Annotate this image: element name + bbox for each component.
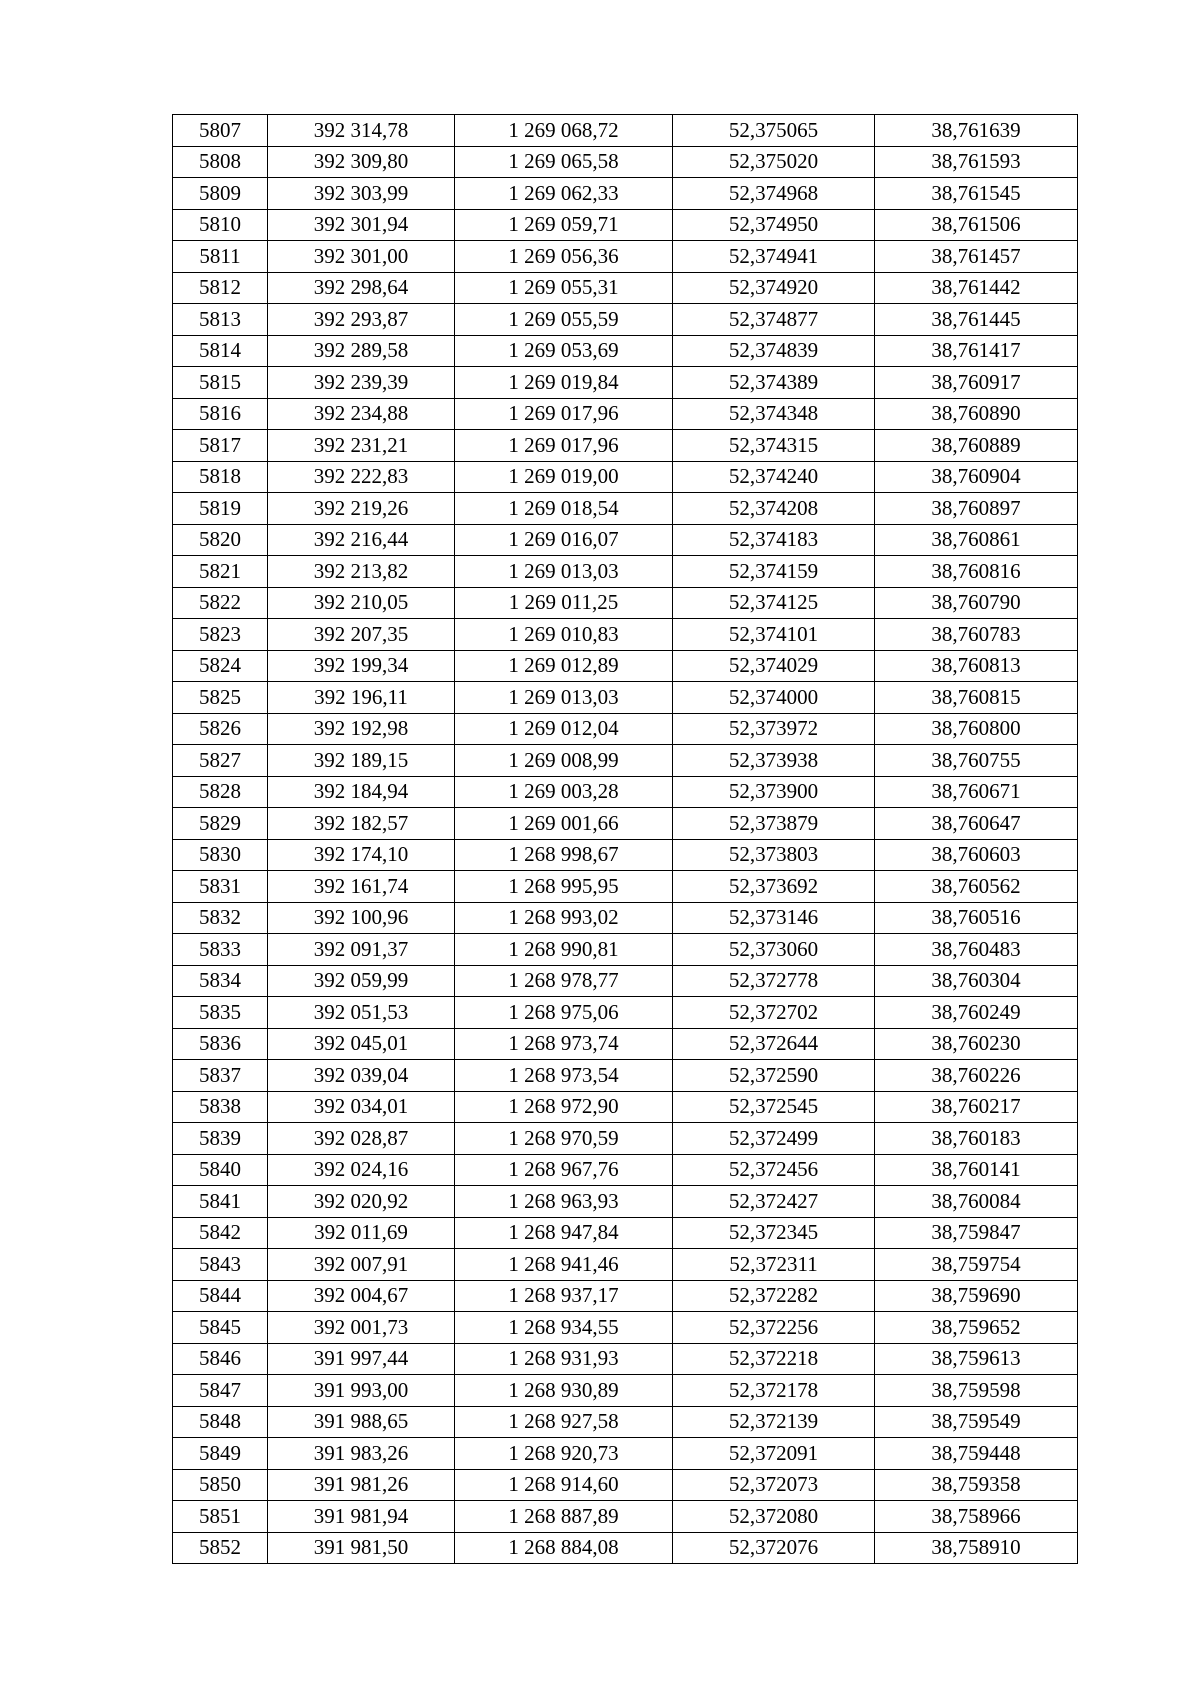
table-row (173, 839, 1078, 871)
latitude-cell: 52,374208 (673, 493, 875, 525)
x-coordinate-cell: 392 051,53 (268, 997, 455, 1029)
y-coordinate-cell: 1 268 995,95 (455, 871, 673, 903)
latitude-cell: 52,373146 (673, 902, 875, 934)
y-coordinate-cell: 1 269 001,66 (455, 808, 673, 840)
longitude-cell: 38,760917 (875, 367, 1078, 399)
y-coordinate-cell: 1 268 975,06 (455, 997, 673, 1029)
longitude-cell: 38,760897 (875, 493, 1078, 525)
y-coordinate-cell: 1 269 011,25 (455, 587, 673, 619)
table-row (173, 1532, 1078, 1564)
latitude-cell: 52,372080 (673, 1501, 875, 1533)
table-row (173, 178, 1078, 210)
table-row (173, 1249, 1078, 1281)
latitude-cell: 52,374315 (673, 430, 875, 462)
latitude-cell: 52,373060 (673, 934, 875, 966)
x-coordinate-cell: 392 059,99 (268, 965, 455, 997)
longitude-cell: 38,760304 (875, 965, 1078, 997)
y-coordinate-cell: 1 268 927,58 (455, 1406, 673, 1438)
point-number-cell: 5849 (173, 1438, 268, 1470)
point-number-cell: 5807 (173, 115, 268, 147)
point-number-cell: 5813 (173, 304, 268, 336)
latitude-cell: 52,372644 (673, 1028, 875, 1060)
latitude-cell: 52,374968 (673, 178, 875, 210)
x-coordinate-cell: 392 007,91 (268, 1249, 455, 1281)
latitude-cell: 52,373692 (673, 871, 875, 903)
table-row (173, 713, 1078, 745)
y-coordinate-cell: 1 269 012,89 (455, 650, 673, 682)
x-coordinate-cell: 392 231,21 (268, 430, 455, 462)
table-row (173, 587, 1078, 619)
point-number-cell: 5827 (173, 745, 268, 777)
table-row (173, 1375, 1078, 1407)
longitude-cell: 38,760890 (875, 398, 1078, 430)
x-coordinate-cell: 392 222,83 (268, 461, 455, 493)
latitude-cell: 52,375020 (673, 146, 875, 178)
y-coordinate-cell: 1 269 055,31 (455, 272, 673, 304)
latitude-cell: 52,374941 (673, 241, 875, 273)
y-coordinate-cell: 1 268 914,60 (455, 1469, 673, 1501)
longitude-cell: 38,760889 (875, 430, 1078, 462)
latitude-cell: 52,374000 (673, 682, 875, 714)
y-coordinate-cell: 1 268 963,93 (455, 1186, 673, 1218)
y-coordinate-cell: 1 269 019,84 (455, 367, 673, 399)
latitude-cell: 52,372778 (673, 965, 875, 997)
x-coordinate-cell: 392 196,11 (268, 682, 455, 714)
y-coordinate-cell: 1 268 920,73 (455, 1438, 673, 1470)
table-row (173, 682, 1078, 714)
y-coordinate-cell: 1 268 973,54 (455, 1060, 673, 1092)
y-coordinate-cell: 1 269 055,59 (455, 304, 673, 336)
point-number-cell: 5823 (173, 619, 268, 651)
latitude-cell: 52,374183 (673, 524, 875, 556)
latitude-cell: 52,372073 (673, 1469, 875, 1501)
table-row (173, 146, 1078, 178)
table-row (173, 745, 1078, 777)
table-row (173, 304, 1078, 336)
table-row (173, 524, 1078, 556)
latitude-cell: 52,372427 (673, 1186, 875, 1218)
point-number-cell: 5847 (173, 1375, 268, 1407)
x-coordinate-cell: 392 289,58 (268, 335, 455, 367)
table-row (173, 115, 1078, 147)
latitude-cell: 52,373972 (673, 713, 875, 745)
latitude-cell: 52,372590 (673, 1060, 875, 1092)
table-row (173, 430, 1078, 462)
longitude-cell: 38,759613 (875, 1343, 1078, 1375)
x-coordinate-cell: 392 028,87 (268, 1123, 455, 1155)
point-number-cell: 5809 (173, 178, 268, 210)
longitude-cell: 38,760230 (875, 1028, 1078, 1060)
x-coordinate-cell: 392 309,80 (268, 146, 455, 178)
table-row (173, 367, 1078, 399)
point-number-cell: 5812 (173, 272, 268, 304)
x-coordinate-cell: 392 192,98 (268, 713, 455, 745)
latitude-cell: 52,372076 (673, 1532, 875, 1564)
y-coordinate-cell: 1 269 003,28 (455, 776, 673, 808)
latitude-cell: 52,374101 (673, 619, 875, 651)
point-number-cell: 5851 (173, 1501, 268, 1533)
y-coordinate-cell: 1 269 018,54 (455, 493, 673, 525)
latitude-cell: 52,375065 (673, 115, 875, 147)
x-coordinate-cell: 392 091,37 (268, 934, 455, 966)
latitude-cell: 52,372456 (673, 1154, 875, 1186)
latitude-cell: 52,374877 (673, 304, 875, 336)
table-row (173, 1406, 1078, 1438)
point-number-cell: 5846 (173, 1343, 268, 1375)
y-coordinate-cell: 1 268 941,46 (455, 1249, 673, 1281)
table-row (173, 997, 1078, 1029)
x-coordinate-cell: 392 034,01 (268, 1091, 455, 1123)
y-coordinate-cell: 1 268 970,59 (455, 1123, 673, 1155)
longitude-cell: 38,760647 (875, 808, 1078, 840)
latitude-cell: 52,374125 (673, 587, 875, 619)
table-row (173, 902, 1078, 934)
longitude-cell: 38,760815 (875, 682, 1078, 714)
latitude-cell: 52,373879 (673, 808, 875, 840)
y-coordinate-cell: 1 268 884,08 (455, 1532, 673, 1564)
point-number-cell: 5825 (173, 682, 268, 714)
point-number-cell: 5842 (173, 1217, 268, 1249)
y-coordinate-cell: 1 268 998,67 (455, 839, 673, 871)
point-number-cell: 5838 (173, 1091, 268, 1123)
latitude-cell: 52,373900 (673, 776, 875, 808)
table-row (173, 1123, 1078, 1155)
x-coordinate-cell: 392 199,34 (268, 650, 455, 682)
table-row (173, 1280, 1078, 1312)
latitude-cell: 52,374920 (673, 272, 875, 304)
longitude-cell: 38,760562 (875, 871, 1078, 903)
table-row (173, 1154, 1078, 1186)
latitude-cell: 52,374950 (673, 209, 875, 241)
longitude-cell: 38,761506 (875, 209, 1078, 241)
point-number-cell: 5821 (173, 556, 268, 588)
y-coordinate-cell: 1 268 931,93 (455, 1343, 673, 1375)
longitude-cell: 38,761417 (875, 335, 1078, 367)
point-number-cell: 5820 (173, 524, 268, 556)
table-row (173, 461, 1078, 493)
x-coordinate-cell: 391 988,65 (268, 1406, 455, 1438)
latitude-cell: 52,372256 (673, 1312, 875, 1344)
longitude-cell: 38,759358 (875, 1469, 1078, 1501)
longitude-cell: 38,760483 (875, 934, 1078, 966)
y-coordinate-cell: 1 268 930,89 (455, 1375, 673, 1407)
y-coordinate-cell: 1 269 016,07 (455, 524, 673, 556)
table-row (173, 1501, 1078, 1533)
table-row (173, 272, 1078, 304)
point-number-cell: 5817 (173, 430, 268, 462)
x-coordinate-cell: 392 189,15 (268, 745, 455, 777)
table-row (173, 965, 1078, 997)
latitude-cell: 52,374240 (673, 461, 875, 493)
x-coordinate-cell: 392 301,94 (268, 209, 455, 241)
x-coordinate-cell: 392 298,64 (268, 272, 455, 304)
y-coordinate-cell: 1 269 010,83 (455, 619, 673, 651)
y-coordinate-cell: 1 269 053,69 (455, 335, 673, 367)
longitude-cell: 38,760084 (875, 1186, 1078, 1218)
y-coordinate-cell: 1 268 993,02 (455, 902, 673, 934)
table-row (173, 650, 1078, 682)
point-number-cell: 5835 (173, 997, 268, 1029)
x-coordinate-cell: 392 314,78 (268, 115, 455, 147)
x-coordinate-cell: 392 219,26 (268, 493, 455, 525)
longitude-cell: 38,760671 (875, 776, 1078, 808)
x-coordinate-cell: 392 216,44 (268, 524, 455, 556)
longitude-cell: 38,759847 (875, 1217, 1078, 1249)
x-coordinate-cell: 392 001,73 (268, 1312, 455, 1344)
table-row (173, 1438, 1078, 1470)
longitude-cell: 38,760217 (875, 1091, 1078, 1123)
x-coordinate-cell: 392 239,39 (268, 367, 455, 399)
latitude-cell: 52,374389 (673, 367, 875, 399)
y-coordinate-cell: 1 268 937,17 (455, 1280, 673, 1312)
x-coordinate-cell: 392 207,35 (268, 619, 455, 651)
x-coordinate-cell: 391 981,50 (268, 1532, 455, 1564)
y-coordinate-cell: 1 269 068,72 (455, 115, 673, 147)
x-coordinate-cell: 392 303,99 (268, 178, 455, 210)
longitude-cell: 38,760783 (875, 619, 1078, 651)
x-coordinate-cell: 392 213,82 (268, 556, 455, 588)
table-row (173, 1091, 1078, 1123)
point-number-cell: 5833 (173, 934, 268, 966)
longitude-cell: 38,760816 (875, 556, 1078, 588)
y-coordinate-cell: 1 268 887,89 (455, 1501, 673, 1533)
table-row (173, 556, 1078, 588)
point-number-cell: 5810 (173, 209, 268, 241)
longitude-cell: 38,760249 (875, 997, 1078, 1029)
point-number-cell: 5832 (173, 902, 268, 934)
y-coordinate-cell: 1 269 019,00 (455, 461, 673, 493)
table-row (173, 1217, 1078, 1249)
point-number-cell: 5829 (173, 808, 268, 840)
longitude-cell: 38,760755 (875, 745, 1078, 777)
latitude-cell: 52,372345 (673, 1217, 875, 1249)
x-coordinate-cell: 392 039,04 (268, 1060, 455, 1092)
longitude-cell: 38,761445 (875, 304, 1078, 336)
y-coordinate-cell: 1 269 013,03 (455, 682, 673, 714)
point-number-cell: 5822 (173, 587, 268, 619)
point-number-cell: 5839 (173, 1123, 268, 1155)
longitude-cell: 38,760183 (875, 1123, 1078, 1155)
point-number-cell: 5811 (173, 241, 268, 273)
y-coordinate-cell: 1 269 056,36 (455, 241, 673, 273)
table-row (173, 335, 1078, 367)
latitude-cell: 52,372499 (673, 1123, 875, 1155)
latitude-cell: 52,373803 (673, 839, 875, 871)
table-row (173, 1343, 1078, 1375)
table-row (173, 1060, 1078, 1092)
point-number-cell: 5818 (173, 461, 268, 493)
table-row (173, 619, 1078, 651)
point-number-cell: 5819 (173, 493, 268, 525)
table-row (173, 934, 1078, 966)
x-coordinate-cell: 391 981,26 (268, 1469, 455, 1501)
table-row (173, 209, 1078, 241)
latitude-cell: 52,372545 (673, 1091, 875, 1123)
point-number-cell: 5815 (173, 367, 268, 399)
x-coordinate-cell: 392 045,01 (268, 1028, 455, 1060)
longitude-cell: 38,760516 (875, 902, 1078, 934)
y-coordinate-cell: 1 268 934,55 (455, 1312, 673, 1344)
point-number-cell: 5848 (173, 1406, 268, 1438)
longitude-cell: 38,760603 (875, 839, 1078, 871)
table-row (173, 398, 1078, 430)
longitude-cell: 38,761593 (875, 146, 1078, 178)
latitude-cell: 52,372311 (673, 1249, 875, 1281)
point-number-cell: 5850 (173, 1469, 268, 1501)
x-coordinate-cell: 392 184,94 (268, 776, 455, 808)
longitude-cell: 38,760790 (875, 587, 1078, 619)
longitude-cell: 38,758966 (875, 1501, 1078, 1533)
table-row (173, 1312, 1078, 1344)
longitude-cell: 38,760226 (875, 1060, 1078, 1092)
point-number-cell: 5830 (173, 839, 268, 871)
y-coordinate-cell: 1 268 967,76 (455, 1154, 673, 1186)
longitude-cell: 38,761457 (875, 241, 1078, 273)
point-number-cell: 5841 (173, 1186, 268, 1218)
y-coordinate-cell: 1 269 065,58 (455, 146, 673, 178)
table-row (173, 241, 1078, 273)
point-number-cell: 5845 (173, 1312, 268, 1344)
x-coordinate-cell: 392 020,92 (268, 1186, 455, 1218)
point-number-cell: 5808 (173, 146, 268, 178)
table-row (173, 808, 1078, 840)
latitude-cell: 52,372178 (673, 1375, 875, 1407)
point-number-cell: 5843 (173, 1249, 268, 1281)
table-row (173, 776, 1078, 808)
table-row (173, 1028, 1078, 1060)
y-coordinate-cell: 1 268 972,90 (455, 1091, 673, 1123)
latitude-cell: 52,374029 (673, 650, 875, 682)
x-coordinate-cell: 392 182,57 (268, 808, 455, 840)
y-coordinate-cell: 1 269 062,33 (455, 178, 673, 210)
latitude-cell: 52,374348 (673, 398, 875, 430)
longitude-cell: 38,760813 (875, 650, 1078, 682)
point-number-cell: 5840 (173, 1154, 268, 1186)
point-number-cell: 5824 (173, 650, 268, 682)
point-number-cell: 5816 (173, 398, 268, 430)
y-coordinate-cell: 1 269 012,04 (455, 713, 673, 745)
x-coordinate-cell: 392 234,88 (268, 398, 455, 430)
x-coordinate-cell: 391 983,26 (268, 1438, 455, 1470)
point-number-cell: 5837 (173, 1060, 268, 1092)
point-number-cell: 5834 (173, 965, 268, 997)
x-coordinate-cell: 392 161,74 (268, 871, 455, 903)
longitude-cell: 38,759448 (875, 1438, 1078, 1470)
latitude-cell: 52,372091 (673, 1438, 875, 1470)
table-row (173, 493, 1078, 525)
point-number-cell: 5852 (173, 1532, 268, 1564)
x-coordinate-cell: 391 997,44 (268, 1343, 455, 1375)
point-number-cell: 5831 (173, 871, 268, 903)
y-coordinate-cell: 1 268 978,77 (455, 965, 673, 997)
longitude-cell: 38,760861 (875, 524, 1078, 556)
longitude-cell: 38,759598 (875, 1375, 1078, 1407)
point-number-cell: 5814 (173, 335, 268, 367)
y-coordinate-cell: 1 268 990,81 (455, 934, 673, 966)
table-body (173, 115, 1078, 1564)
x-coordinate-cell: 392 301,00 (268, 241, 455, 273)
y-coordinate-cell: 1 269 017,96 (455, 430, 673, 462)
point-number-cell: 5844 (173, 1280, 268, 1312)
latitude-cell: 52,373938 (673, 745, 875, 777)
latitude-cell: 52,372139 (673, 1406, 875, 1438)
latitude-cell: 52,372702 (673, 997, 875, 1029)
longitude-cell: 38,760800 (875, 713, 1078, 745)
table-row (173, 871, 1078, 903)
y-coordinate-cell: 1 268 973,74 (455, 1028, 673, 1060)
y-coordinate-cell: 1 269 008,99 (455, 745, 673, 777)
point-number-cell: 5828 (173, 776, 268, 808)
x-coordinate-cell: 392 024,16 (268, 1154, 455, 1186)
x-coordinate-cell: 391 981,94 (268, 1501, 455, 1533)
latitude-cell: 52,372282 (673, 1280, 875, 1312)
x-coordinate-cell: 392 210,05 (268, 587, 455, 619)
x-coordinate-cell: 392 174,10 (268, 839, 455, 871)
longitude-cell: 38,759549 (875, 1406, 1078, 1438)
latitude-cell: 52,374159 (673, 556, 875, 588)
x-coordinate-cell: 392 004,67 (268, 1280, 455, 1312)
longitude-cell: 38,759754 (875, 1249, 1078, 1281)
x-coordinate-cell: 392 100,96 (268, 902, 455, 934)
longitude-cell: 38,761545 (875, 178, 1078, 210)
coordinate-table (172, 114, 1078, 1564)
longitude-cell: 38,761442 (875, 272, 1078, 304)
x-coordinate-cell: 391 993,00 (268, 1375, 455, 1407)
longitude-cell: 38,758910 (875, 1532, 1078, 1564)
latitude-cell: 52,374839 (673, 335, 875, 367)
latitude-cell: 52,372218 (673, 1343, 875, 1375)
y-coordinate-cell: 1 269 013,03 (455, 556, 673, 588)
table-row (173, 1469, 1078, 1501)
y-coordinate-cell: 1 268 947,84 (455, 1217, 673, 1249)
y-coordinate-cell: 1 269 017,96 (455, 398, 673, 430)
longitude-cell: 38,761639 (875, 115, 1078, 147)
longitude-cell: 38,760904 (875, 461, 1078, 493)
longitude-cell: 38,759690 (875, 1280, 1078, 1312)
x-coordinate-cell: 392 011,69 (268, 1217, 455, 1249)
x-coordinate-cell: 392 293,87 (268, 304, 455, 336)
point-number-cell: 5826 (173, 713, 268, 745)
table-row (173, 1186, 1078, 1218)
y-coordinate-cell: 1 269 059,71 (455, 209, 673, 241)
point-number-cell: 5836 (173, 1028, 268, 1060)
longitude-cell: 38,760141 (875, 1154, 1078, 1186)
longitude-cell: 38,759652 (875, 1312, 1078, 1344)
